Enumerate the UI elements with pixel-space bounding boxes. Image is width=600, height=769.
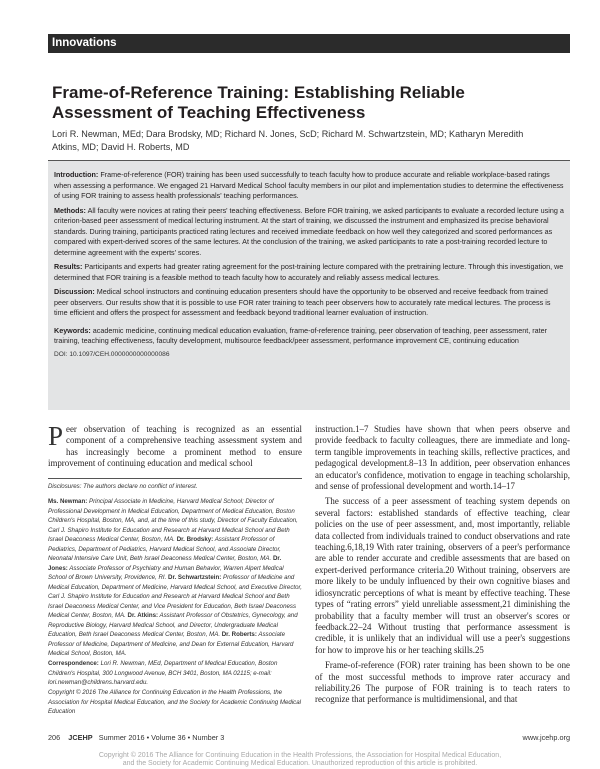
abstract-discussion-text: Medical school instructors and continuing education presenters should have the opportunity to be observed and receive feedback from trained peer observers. Our results show that it is possible to use FOR rater training to teach peer observers how to accurately rate medical lectures. The process is time efficient and offers the prospect for assessment and feedback beyond traditional learner evaluation of instruction. [54, 287, 551, 317]
journal-name: JCEHP [68, 733, 93, 742]
affil-roberts-text: Associate Professor of Medicine, Department of Medicine, and Dean for External Education, Harvard Medical School, Boston, MA. [48, 631, 294, 657]
affil-jones-text: Associate Professor of Psychiatry and Human Behavior, Warren Alpert Medical School of Brown University, Providence, RI. [48, 564, 284, 581]
affil-roberts-name: Dr. Roberts: [221, 631, 257, 638]
abstract-introduction [54, 170, 564, 202]
intro-paragraph-text: eer observation of teaching is recognized as an essential component of a comprehensive teaching assessment system and has increasingly become a prominent method to ensure improvement of continuing education and medical school [48, 424, 302, 469]
abstract-results-text: Participants and experts had greater rating agreement for the post-training lecture compared with the pretraining lecture. Through this investigation, we determined that FOR training is a feasible method to teach faculty how to accurately and reliably assess medical lectures. [54, 262, 564, 282]
right-paragraph-2: The success of a peer assessment of teaching system depends on several factors: established standards of effective teaching, clear policies on the use of peer assessment, and, most importantly, reliable data collected from individuals trained to conduct observations and rate teaching.6,18,19 With rater training, observers of a peer's performance are able to render accurate and credible assessments that are based on expert-derived performance criteria.20 Without training, observers are more likely to be unduly influenced by their own cognitive biases and idiosyncratic perceptions of what is meant by effective teaching. These types of “rating errors” yield unreliable assessment,21 diminishing the probability that a faculty member will trust an observer's scores or feedback.22–24 Without trusting that performance assessment is credible, it is unlikely that an individual will use a peer's suggestions for how to improve his or her teaching skills.25 [315, 496, 570, 655]
affil-atkins-text: Assistant Professor of Obstetrics, Gynecology, and Reproductive Biology, Harvard Medical School, and Director, Undergraduate Medical Education, Beth Israel Deaconess Medical Center, Boston, MA. [48, 612, 298, 638]
affil-brodsky-text: Assistant Professor of Pediatrics, Department of Pediatrics, Harvard Medical School, and Associate Director, Neonatal Intensive Care Unit, Beth Israel Deaconess Medical Center, Boston, MA. [48, 536, 281, 562]
affil-atkins-name: Dr. Atkins: [127, 612, 159, 619]
correspondence-text: Lori R. Newman, MEd, Department of Medical Education, Boston Children's Hospital, 300 Longwood Avenue, BCH 3401, Boston, MA 02115; e-mail: lori.newman@childrens.harvard.edu. [48, 660, 278, 686]
affiliations-note [48, 497, 302, 659]
footer-left [48, 733, 224, 742]
abstract-results-label: Results: [54, 262, 83, 271]
disclosures-note: Disclosures: The authors declare no conflict of interest. [48, 483, 198, 490]
abstract-keywords-label: Keywords: [54, 325, 91, 335]
right-column [315, 424, 570, 706]
affil-jones-name: Dr. Jones: [48, 555, 282, 572]
abstract-methods [54, 206, 564, 259]
affil-schwartzstein-name: Dr. Schwartzstein: [168, 574, 222, 581]
affil-newman-text: Principal Associate in Medicine, Harvard Medical School; Director of Professional Development in Medical Education, Department of Medical Education, Boston Children's Hospital, Boston, MA, and, at the time of this study, Director of Faculty Education, Carl J. Shapiro Institute for Education and Research at Harvard Medical School and Beth Israel Deaconess Medical Center, Boston, MA. [48, 498, 298, 543]
abstract-keywords-text: academic medicine, continuing medical education evaluation, frame-of-reference training, peer observation of teaching, peer assessment, rater training, teaching effectiveness, faculty development, multisource feedback/peer assessment, performance improvement CE, continuing education [54, 325, 548, 345]
abstract-discussion [54, 287, 564, 319]
abstract-discussion-label: Discussion: [54, 287, 95, 296]
footnote-divider [48, 478, 302, 479]
author-list: Lori R. Newman, MEd; Dara Brodsky, MD; Richard N. Jones, ScD; Richard M. Schwartzstein, MD; Katharyn Meredith Atkins, MD; David H. Roberts, MD [52, 129, 524, 152]
abstract-methods-label: Methods: [54, 205, 86, 215]
drop-cap: P [48, 421, 64, 451]
abstract-box [48, 160, 570, 410]
article-title: Frame-of-Reference Training: Establishing Reliable Assessment of Teaching Effectiveness [52, 83, 465, 122]
section-label: Innovations [52, 37, 117, 49]
journal-url[interactable]: www.jcehp.org [522, 733, 570, 742]
bottom-copyright-line1: Copyright © 2016 The Alliance for Continuing Education in the Health Professions, the Association for Hospital Medical Education, [98, 752, 502, 759]
affil-brodsky-name: Dr. Brodsky: [176, 536, 214, 543]
bottom-copyright-line2: and the Society for Academic Continuing Medical Education. Unauthorized reproduction of this article is prohibited. [122, 760, 478, 768]
affil-newman-name: Ms. Newman: [48, 498, 88, 505]
abstract-keywords [54, 326, 564, 347]
correspondence-label: Correspondence: [48, 660, 99, 667]
abstract-intro-label: Introduction: [54, 170, 99, 179]
intro-paragraph [48, 421, 302, 470]
issue-info: Summer 2016 • Volume 36 • Number 3 [98, 733, 225, 742]
section-header-bar [48, 34, 570, 53]
affil-schwartzstein-text: Professor of Medicine and Medical Education, Department of Medicine, Harvard Medical School, and Executive Director, Carl J. Shapiro Institute for Education and Research at Harvard Medical School and Beth Israel Deaconess Medical Center, and Vice President for Education, Beth Israel Deaconess Medical Center, Boston, MA. [48, 574, 302, 619]
right-paragraph-1: instruction.1–7 Studies have shown that when peers observe and provide feedback to faculty colleagues, there are immediate and long-term tangible improvements in teaching skills, reflective practices, and pedagogical development.8–13 In addition, peer observation enhances an educator's confidence, motivation to engage in teaching scholarship, and sense of professional development and worth.14–17 [315, 424, 570, 492]
page-footer [48, 733, 570, 742]
abstract-methods-text: All faculty were novices at rating their peers' teaching effectiveness. Before FOR training, we asked participants to evaluate a recorded lecture using a criterion-based peer assessment of medical lecturing instrument. At the start of training, we discussed the instrument and emphasized its precise behavioral standards. During training, participants practiced rating lectures and received immediate feedback on how well they categorized and scored performances as compared with expert-derived scores of the same lectures. At the conclusion of the training, we asked participants to rate a post-training recorded lecture to determine agreement with the experts' scores. [54, 205, 564, 257]
bottom-copyright [10, 752, 590, 769]
abstract-results [54, 262, 564, 283]
left-column-intro [48, 421, 302, 470]
right-paragraph-3: Frame-of-reference (FOR) rater training has been shown to be one of the most successful methods to improve rater accuracy and reliability.26 The purpose of FOR training is to teach raters to recognize that performance is multidimensional, and that [315, 660, 570, 705]
page-number: 206 [48, 733, 61, 742]
abstract-intro-text: Frame-of-reference (FOR) training has been used successfully to teach faculty how to produce accurate and reliable workplace-based ratings when assessing a performance. We engaged 21 Harvard Medical School faculty members in our pilot and implementation studies to determine the effectiveness of using FOR training to assess health professionals' teaching performances. [54, 170, 564, 200]
doi-link[interactable]: DOI: 10.1097/CEH.0000000000000086 [54, 350, 170, 358]
copyright-note: Copyright © 2016 The Alliance for Continuing Education in the Health Professions, the Association for Hospital Medical Education, and the Society for Academic Continuing Medical Education [48, 689, 302, 715]
correspondence-note [48, 659, 302, 688]
